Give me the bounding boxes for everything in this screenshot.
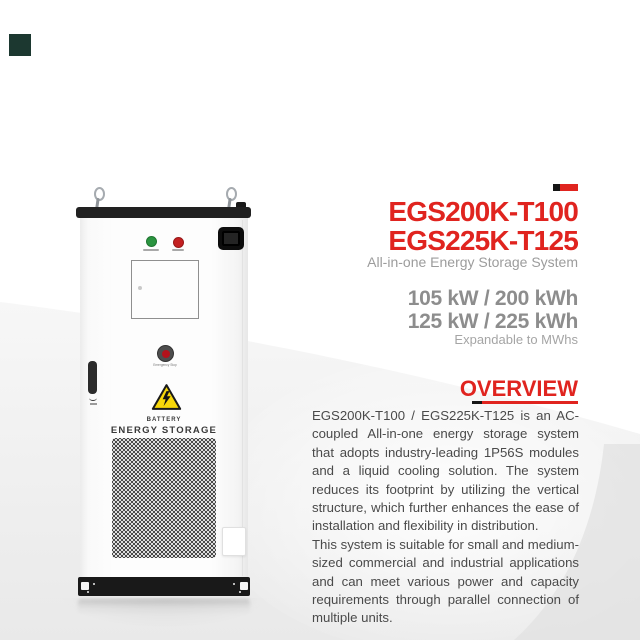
floor-reflection bbox=[78, 599, 250, 615]
door-seam bbox=[242, 220, 243, 576]
cabinet-base bbox=[78, 577, 250, 596]
door-handle bbox=[88, 361, 97, 394]
spec-expandable-note: Expandable to MWhs bbox=[454, 332, 578, 347]
overview-body bbox=[312, 407, 579, 628]
accent-bar bbox=[553, 184, 578, 191]
spec-power-line2: 125 kW / 225 kWh bbox=[407, 310, 578, 333]
panel-mark bbox=[138, 286, 142, 290]
base-foot-left bbox=[81, 582, 89, 590]
cabinet-top-cap bbox=[76, 207, 251, 218]
overview-underline-black bbox=[472, 401, 482, 404]
lifting-hook-icon bbox=[224, 187, 236, 208]
power-connector bbox=[218, 227, 244, 250]
spec-power-line1: 105 kW / 200 kWh bbox=[407, 287, 578, 310]
handle-label-mark bbox=[90, 403, 97, 405]
led-label-red bbox=[172, 249, 184, 251]
lifting-hook-icon bbox=[92, 187, 104, 208]
high-voltage-warning-icon bbox=[151, 383, 182, 411]
overview-underline bbox=[472, 401, 578, 404]
overview-paragraph-1: EGS200K-T100 / EGS225K-T125 is an AC-coupled All-in-one energy storage system that adopts industry-leading 1P56S modules and a liquid cooling solution. The system reduces its footprint by utilizing the vertical structure, which further enhances the ease of installation and flexibility in distribution. bbox=[312, 408, 579, 534]
overview-underline-red bbox=[482, 401, 578, 404]
product-subtitle: All-in-one Energy Storage System bbox=[367, 254, 578, 270]
cabinet-brand-line1: BATTERY bbox=[146, 417, 182, 423]
model-title-line2: EGS225K-T125 bbox=[388, 225, 578, 256]
handle-mark bbox=[89, 395, 97, 401]
status-led-red bbox=[173, 237, 184, 248]
ventilation-grille bbox=[112, 438, 216, 558]
accent-bar-black bbox=[553, 184, 560, 191]
led-label-green bbox=[143, 249, 159, 251]
model-title-line1: EGS200K-T100 bbox=[388, 196, 578, 227]
emergency-stop-label: Emergency Stop bbox=[153, 363, 177, 367]
brand-logo-square bbox=[9, 34, 31, 56]
emergency-stop-button bbox=[157, 345, 174, 362]
cabinet-brand-line2: ENERGY STORAGE bbox=[110, 425, 218, 436]
spec-label-plate bbox=[222, 527, 246, 556]
overview-heading: OVERVIEW bbox=[459, 376, 578, 401]
base-bolt bbox=[93, 583, 95, 585]
status-led-green bbox=[146, 236, 157, 247]
base-bolt bbox=[87, 591, 89, 593]
accent-bar-red bbox=[560, 184, 578, 191]
base-foot-right bbox=[240, 582, 248, 590]
overview-paragraph-2: This system is suitable for small and medium-sized commercial and industrial applications and can meet various power and capacity requirements through parallel connection of multiple units. bbox=[312, 536, 579, 626]
base-bolt bbox=[233, 583, 235, 585]
power-connector-socket bbox=[222, 231, 240, 246]
emergency-stop-core bbox=[162, 350, 170, 358]
base-bolt bbox=[239, 591, 241, 593]
